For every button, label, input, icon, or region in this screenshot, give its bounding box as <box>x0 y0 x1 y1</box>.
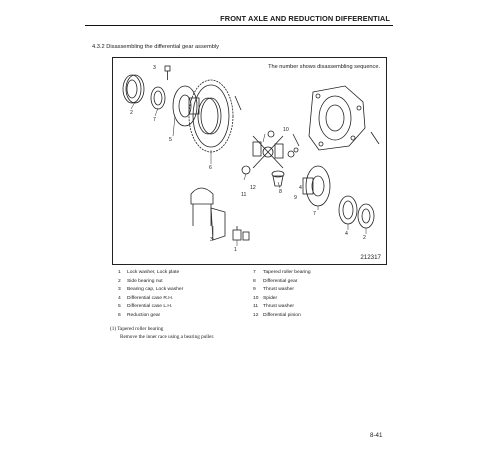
legend-text: Differential pinion <box>263 312 301 318</box>
legend-text: Bearing cap, Lock washer <box>127 287 184 293</box>
legend-right <box>253 269 378 321</box>
legend-number: 11 <box>253 304 259 310</box>
legend-number: 2 <box>118 278 121 284</box>
legend-item <box>118 303 238 312</box>
page-number: 8-41 <box>370 432 383 439</box>
callout-1: 1 <box>234 247 237 253</box>
callout-7-right: 4 <box>345 231 348 237</box>
legend-item <box>118 295 238 304</box>
step-body: Remove the inner race using a bearing puller. <box>120 334 215 340</box>
legend-number: 3 <box>118 287 121 293</box>
step-title: (1) Tapered roller bearing <box>110 326 164 332</box>
callout-2-right: 2 <box>363 235 366 241</box>
legend-item <box>118 269 238 278</box>
legend-item <box>253 278 378 287</box>
callout-3: 3 <box>210 237 213 243</box>
exploded-view-figure <box>112 57 387 265</box>
spider-drawing <box>253 136 283 168</box>
case-rh-drawing <box>303 166 330 206</box>
lock-plate-drawing <box>233 226 249 240</box>
callout-5: 5 <box>169 137 172 143</box>
legend-number: 6 <box>118 312 121 318</box>
callout-9: 9 <box>294 195 297 201</box>
figure-id: 212317 <box>360 254 381 261</box>
callout-7-left: 7 <box>153 117 156 123</box>
right-bearing-drawing <box>339 196 374 228</box>
legend-item <box>118 286 238 295</box>
legend-text: Spider <box>263 295 278 301</box>
left-bearing-drawing <box>123 75 144 103</box>
legend-number: 4 <box>118 295 121 301</box>
section-title: 4.3.2 Disassembling the differential gear assembly <box>92 44 219 50</box>
legend-item <box>253 269 378 278</box>
thrust-washer-drawing <box>242 131 298 174</box>
differential-pinion-drawing <box>272 171 284 186</box>
legend-text: Differential gear <box>263 278 298 284</box>
legend-text: Thrust washer <box>263 304 294 310</box>
leader-lines <box>131 102 366 246</box>
legend-item <box>253 312 378 321</box>
legend-text: Differential case R.H. <box>127 295 174 301</box>
legend-number: 5 <box>118 304 121 310</box>
legend-number: 7 <box>253 270 256 275</box>
carrier-housing-drawing <box>309 86 365 150</box>
legend-item <box>253 303 378 312</box>
legend-text: Tapered roller bearing <box>263 270 311 275</box>
callout-4: 4 <box>299 185 302 191</box>
left-nut-drawing <box>151 87 165 109</box>
callout-8: 8 <box>279 189 282 195</box>
side-bolts-drawing <box>235 96 379 146</box>
callout-2-left: 2 <box>130 110 133 116</box>
top-bolt-drawing <box>165 66 170 80</box>
legend-item <box>118 312 238 321</box>
legend-number: 1 <box>118 270 121 275</box>
callout-12: 12 <box>250 185 256 191</box>
legend-text: Side bearing nut <box>127 278 163 284</box>
legend-text: Differential case L.H. <box>127 304 173 310</box>
callout-6: 6 <box>209 165 212 171</box>
legend-item <box>118 278 238 287</box>
legend-item <box>253 286 378 295</box>
callout-10: 10 <box>283 127 289 133</box>
legend-text: Thrust washer <box>263 287 294 293</box>
legend-item <box>253 295 378 304</box>
legend-left <box>118 269 238 321</box>
figure-note: The number shows disassembling sequence. <box>268 64 380 70</box>
header-rule <box>85 25 393 26</box>
callout-4-right: 7 <box>313 211 316 217</box>
case-lh-drawing <box>173 86 199 126</box>
legend-number: 12 <box>253 312 259 318</box>
legend-number: 8 <box>253 278 256 284</box>
legend-text: Reduction gear <box>127 312 161 318</box>
header-title: FRONT AXLE AND REDUCTION DIFFERENTIAL <box>220 14 390 23</box>
bearing-cap-drawing <box>191 188 225 240</box>
legend-text: Lock washer, Lock plate <box>127 270 180 275</box>
legend-number: 10 <box>253 295 259 301</box>
callout-3-top: 3 <box>153 65 156 71</box>
legend-number: 9 <box>253 287 256 293</box>
callout-11: 11 <box>241 192 247 198</box>
